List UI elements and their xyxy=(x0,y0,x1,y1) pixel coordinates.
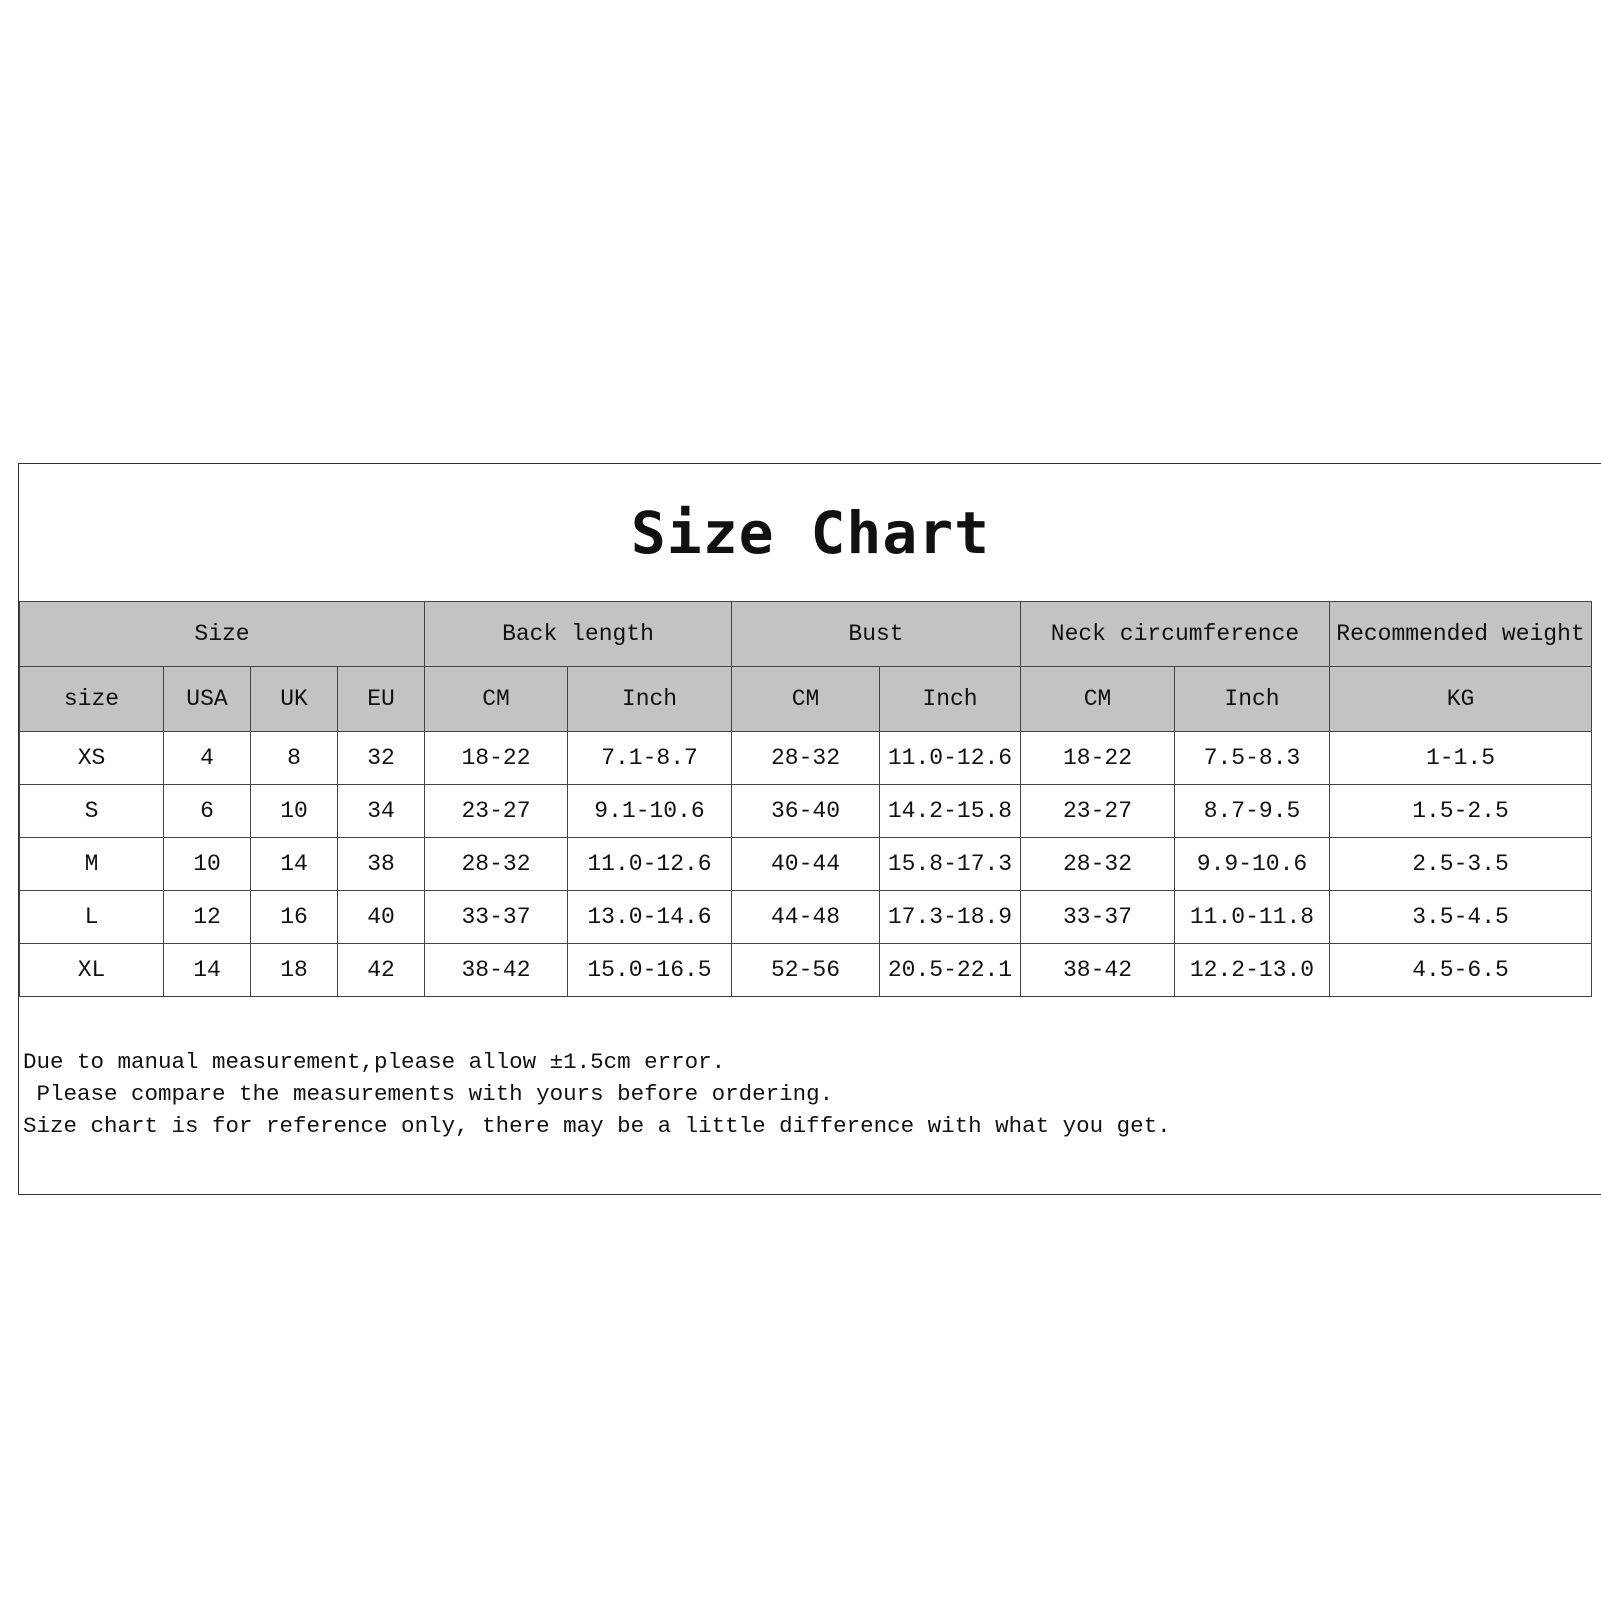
size-chart-frame xyxy=(18,463,1601,1195)
table-cell: 1-1.5 xyxy=(1330,732,1592,785)
table-row xyxy=(20,785,1592,838)
group-header-row xyxy=(20,602,1592,667)
sub-header-cell: CM xyxy=(425,667,568,732)
table-row xyxy=(20,891,1592,944)
table-cell: 14.2-15.8 xyxy=(880,785,1021,838)
table-cell: 38-42 xyxy=(425,944,568,997)
table-cell: L xyxy=(20,891,164,944)
table-cell: 15.8-17.3 xyxy=(880,838,1021,891)
table-cell: 8 xyxy=(251,732,338,785)
table-cell: 38-42 xyxy=(1021,944,1175,997)
note-line: Please compare the measurements with yours before ordering. xyxy=(23,1081,834,1107)
table-cell: 28-32 xyxy=(425,838,568,891)
group-header-recommended-weight: Recommended weight xyxy=(1330,602,1592,667)
table-cell: M xyxy=(20,838,164,891)
table-cell: 10 xyxy=(164,838,251,891)
table-cell: 18-22 xyxy=(1021,732,1175,785)
table-cell: 28-32 xyxy=(1021,838,1175,891)
table-cell: 7.1-8.7 xyxy=(568,732,732,785)
sub-header-cell: size xyxy=(20,667,164,732)
sub-header-cell: Inch xyxy=(1175,667,1330,732)
table-cell: 18 xyxy=(251,944,338,997)
table-cell: 9.1-10.6 xyxy=(568,785,732,838)
table-cell: 16 xyxy=(251,891,338,944)
table-cell: 42 xyxy=(338,944,425,997)
size-chart-table xyxy=(19,601,1592,997)
table-cell: 9.9-10.6 xyxy=(1175,838,1330,891)
table-cell: 38 xyxy=(338,838,425,891)
sub-header-cell: KG xyxy=(1330,667,1592,732)
table-row xyxy=(20,732,1592,785)
table-cell: 15.0-16.5 xyxy=(568,944,732,997)
table-row xyxy=(20,944,1592,997)
group-header-back-length: Back length xyxy=(425,602,732,667)
table-cell: 40 xyxy=(338,891,425,944)
table-cell: 12.2-13.0 xyxy=(1175,944,1330,997)
table-cell: 28-32 xyxy=(732,732,880,785)
table-cell: 17.3-18.9 xyxy=(880,891,1021,944)
table-cell: 13.0-14.6 xyxy=(568,891,732,944)
table-cell: 18-22 xyxy=(425,732,568,785)
table-cell: 8.7-9.5 xyxy=(1175,785,1330,838)
table-cell: 7.5-8.3 xyxy=(1175,732,1330,785)
measurement-notes xyxy=(23,1046,1171,1142)
table-cell: 11.0-12.6 xyxy=(880,732,1021,785)
table-cell: 2.5-3.5 xyxy=(1330,838,1592,891)
group-header-neck-circumference: Neck circumference xyxy=(1021,602,1330,667)
sub-header-row xyxy=(20,667,1592,732)
sub-header-cell: USA xyxy=(164,667,251,732)
sub-header-cell: Inch xyxy=(880,667,1021,732)
table-cell: XL xyxy=(20,944,164,997)
table-cell: 23-27 xyxy=(425,785,568,838)
note-line: Due to manual measurement,please allow ±1.5cm error. xyxy=(23,1049,726,1075)
size-rows xyxy=(20,732,1592,997)
sub-header-cell: CM xyxy=(732,667,880,732)
table-cell: 1.5-2.5 xyxy=(1330,785,1592,838)
table-cell: 6 xyxy=(164,785,251,838)
table-cell: S xyxy=(20,785,164,838)
table-cell: 33-37 xyxy=(1021,891,1175,944)
table-cell: 11.0-11.8 xyxy=(1175,891,1330,944)
table-cell: 34 xyxy=(338,785,425,838)
table-cell: 12 xyxy=(164,891,251,944)
page-title: Size Chart xyxy=(630,498,991,567)
table-row xyxy=(20,838,1592,891)
table-cell: 14 xyxy=(251,838,338,891)
group-header-size: Size xyxy=(20,602,425,667)
group-header-bust: Bust xyxy=(732,602,1021,667)
table-cell: XS xyxy=(20,732,164,785)
table-cell: 20.5-22.1 xyxy=(880,944,1021,997)
table-cell: 3.5-4.5 xyxy=(1330,891,1592,944)
table-cell: 10 xyxy=(251,785,338,838)
table-cell: 23-27 xyxy=(1021,785,1175,838)
sub-header-cell: UK xyxy=(251,667,338,732)
note-line: Size chart is for reference only, there may be a little difference with what you get. xyxy=(23,1113,1171,1139)
table-cell: 33-37 xyxy=(425,891,568,944)
sub-header-cell: EU xyxy=(338,667,425,732)
table-cell: 14 xyxy=(164,944,251,997)
table-cell: 36-40 xyxy=(732,785,880,838)
table-cell: 32 xyxy=(338,732,425,785)
table-cell: 40-44 xyxy=(732,838,880,891)
table-cell: 4 xyxy=(164,732,251,785)
table-cell: 4.5-6.5 xyxy=(1330,944,1592,997)
table-cell: 52-56 xyxy=(732,944,880,997)
sub-header-cell: Inch xyxy=(568,667,732,732)
table-cell: 44-48 xyxy=(732,891,880,944)
table-cell: 11.0-12.6 xyxy=(568,838,732,891)
sub-header-cell: CM xyxy=(1021,667,1175,732)
